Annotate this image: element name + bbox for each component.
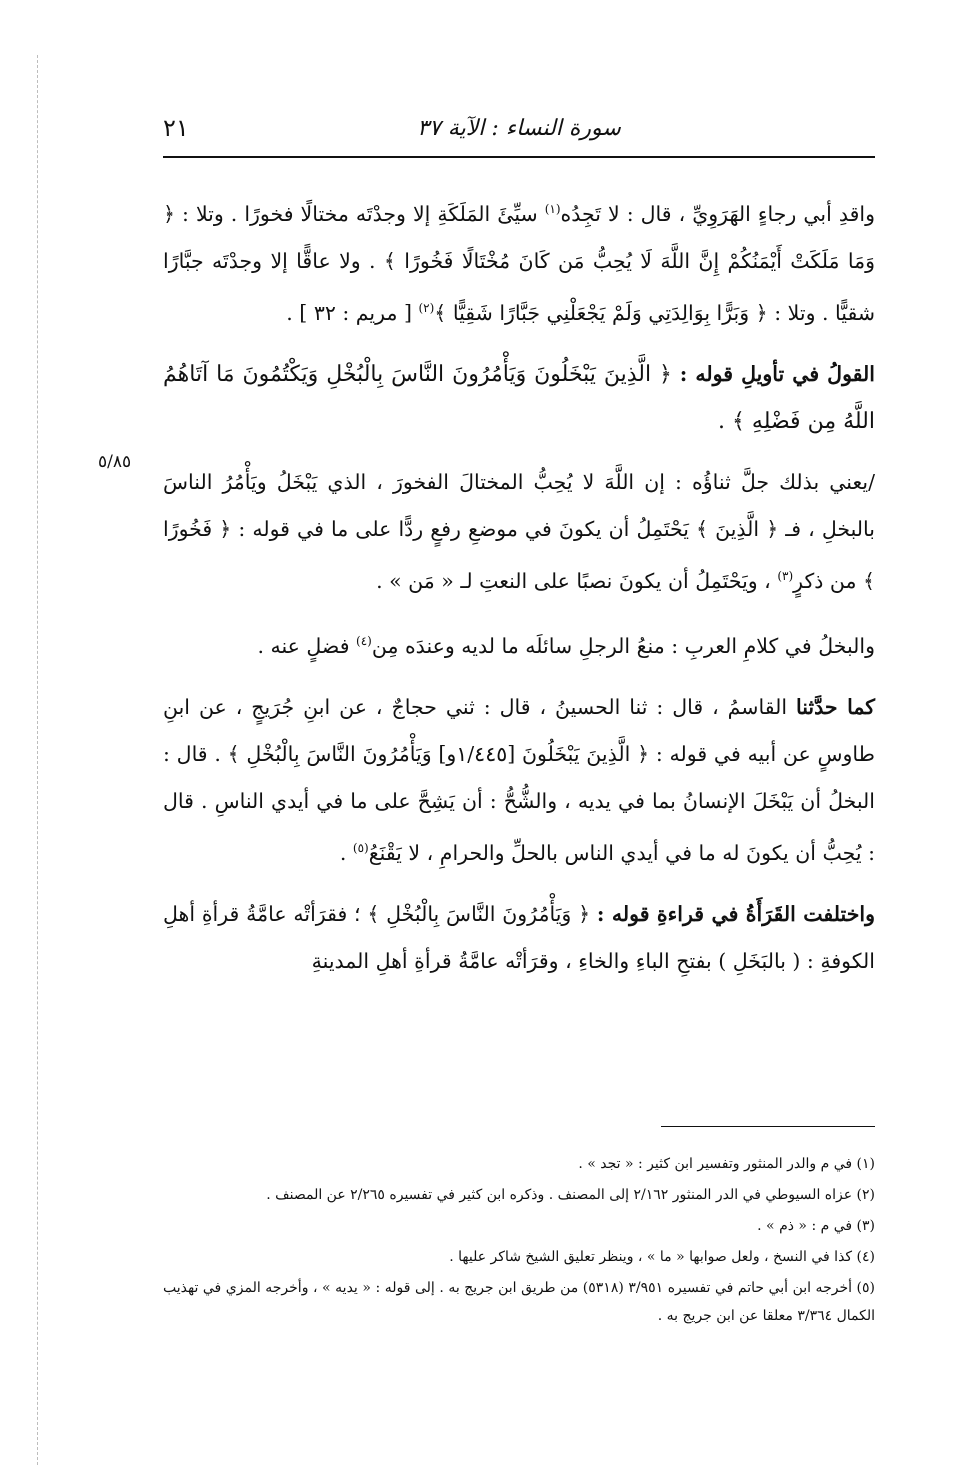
footnote-ref-1: (١) [544, 202, 561, 216]
paragraph-6 [163, 891, 875, 985]
binding-fold-line [37, 55, 38, 1465]
paragraph-6-text: ﴿ وَيَأْمُرُونَ النَّاسَ بِالْبُخْلِ ﴾ ؛ فقرَأتْه عامَّةُ قرأةِ أهلِ الكوفةِ : ( بالبَخَلِ ) بفتحِ الباءِ والخاءِ ، وقرَأتْه عامَّةُ قرأةِ أهلِ المدينةِ [163, 902, 875, 974]
footnotes [163, 1150, 875, 1333]
paragraph-4-text-b: فضلٍ عنه . [257, 634, 357, 659]
paragraph-4-text-a: والبخلُ في كلامِ العربِ : منعُ الرجلِ سائلَه ما لديه وعندَه مِن [371, 634, 875, 659]
footnote-ref-2: (٢) [418, 300, 435, 315]
paragraph-2-heading [163, 351, 875, 445]
footnote-2: (٢) عزاه السيوطي في الدر المنثور ٢/١٦٢ إلى المصنف . وذكره ابن كثير في تفسيره ٢/٢٦٥ عن المصنف . [266, 1187, 875, 1203]
footnote-1: (١) في م والدر المنثور وتفسير ابن كثير : « تجد » . [578, 1156, 875, 1172]
paragraph-5-text-a: القاسمُ ، قال : ثنا الحسينُ ، قال : ثني حجاجٌ ، عن ابنِ جُرَيجٍ ، عن ابنِ طاوسٍ عن أبيه في قوله : ﴿ الَّذِينَ يَبْخَلُونَ [١/٤٤٥و] وَيَأْمُرُونَ النَّاسَ بِالْبُخْلِ ﴾ . قال : البخلُ أن يَبْخَلَ الإنسانُ بما في يديه ، والشُّحُّ : أن يَشِحَّ على ما في أيدي الناسِ . قال : يُحِبُّ أن يكونَ له ما في أيدي الناس بالحلِّ والحرامِ ، لا يَقْنَعُ [163, 695, 875, 866]
paragraph-5-lead: كما حدَّثنا [795, 695, 875, 720]
quran-verse: ﴿ الَّذِينَ يَبْخَلُونَ وَيَأْمُرُونَ النَّاسَ بِالْبُخْلِ وَيَكْتُمُونَ مَا آتَاهُمُ اللَّهُ مِن فَضْلِهِ ﴾ . [163, 361, 875, 434]
margin-manuscript-reference: ٥/٨٥ [98, 452, 132, 472]
paragraph-1-citation: [ مريم : ٣٢ ] . [286, 300, 419, 325]
paragraph-5 [163, 684, 875, 877]
paragraph-6-lead: واختلفت القَرَأَةُ في قراءةِ قوله : [596, 902, 876, 927]
main-text [163, 186, 875, 995]
paragraph-3-text-a: /يعني بذلك جلَّ ثناؤُه : إن اللَّهَ لا يُحِبُّ المختالَ الفخورَ ، الذي يَبْخَلُ ويَأْمُرُ الناسَ بالبخلِ ، فـ ﴿ الَّذِينَ ﴾ يَحْتَمِلُ أن يكونَ في موضعِ رفعٍ ردًّا على ما في قوله : ﴿ فَخُورًا ﴾ من ذكرٍ [163, 469, 875, 593]
paragraph-3-text-b: ، ويَحْتَمِلُ أن يكونَ نصبًا على النعتِ لـ « مَن » . [376, 568, 778, 593]
section-heading-lead: القولُ في تأويلِ قوله : [679, 361, 875, 386]
paragraph-5-text-b: . [339, 841, 353, 866]
paragraph-4 [163, 618, 875, 670]
running-title: سورة النساء : الآية ٣٧ [417, 116, 621, 141]
footnote-3: (٣) في م : « ذم » . [757, 1218, 875, 1234]
paragraph-3 [163, 459, 875, 605]
paragraph-1 [163, 186, 875, 337]
header-rule [163, 156, 875, 158]
footnote-ref-3: (٣) [777, 568, 794, 583]
page-number: ٢١ [163, 114, 189, 142]
footnote-ref-5: (٥) [352, 841, 369, 856]
footnote-rule [661, 1126, 875, 1127]
footnote-ref-4: (٤) [356, 634, 372, 649]
paragraph-1-text-b: سيِّئَ المَلَكَةِ إلا وجدْتَه مختالًا فخورًا . وتلا : ﴿ وَمَا مَلَكَتْ أَيْمَنُكُمْ إِنَّ اللَّهَ لَا يُحِبُّ مَن كَانَ مُخْتَالًا فَخُورًا ﴾ . ولا عاقًّا إلا وجدْتَه جبَّارًا شقيًّا . وتلا : ﴿ وَبَرًّا بِوَالِدَتِي وَلَمْ يَجْعَلْنِي جَبَّارًا شَقِيًّا ﴾ [163, 201, 875, 325]
page-header [163, 110, 875, 154]
footnote-5: (٥) أخرجه ابن أبي حاتم في تفسيره ٣/٩٥١ (٥٣١٨) من طريق ابن جريج به . إلى قوله : « يديه » ، وأخرجه المزي في تهذيب الكمال ٣/٣٦٤ معلقا عن ابن جريج به . [163, 1280, 875, 1324]
paragraph-1-text-a: واقدِ أبي رجاءٍ الهَرَوِيِّ ، قال : لا تَجِدُه [560, 201, 875, 226]
footnote-4: (٤) كذا في النسخ ، ولعل صوابها « ما » ، وينظر تعليق الشيخ شاكر عليها . [449, 1249, 875, 1265]
